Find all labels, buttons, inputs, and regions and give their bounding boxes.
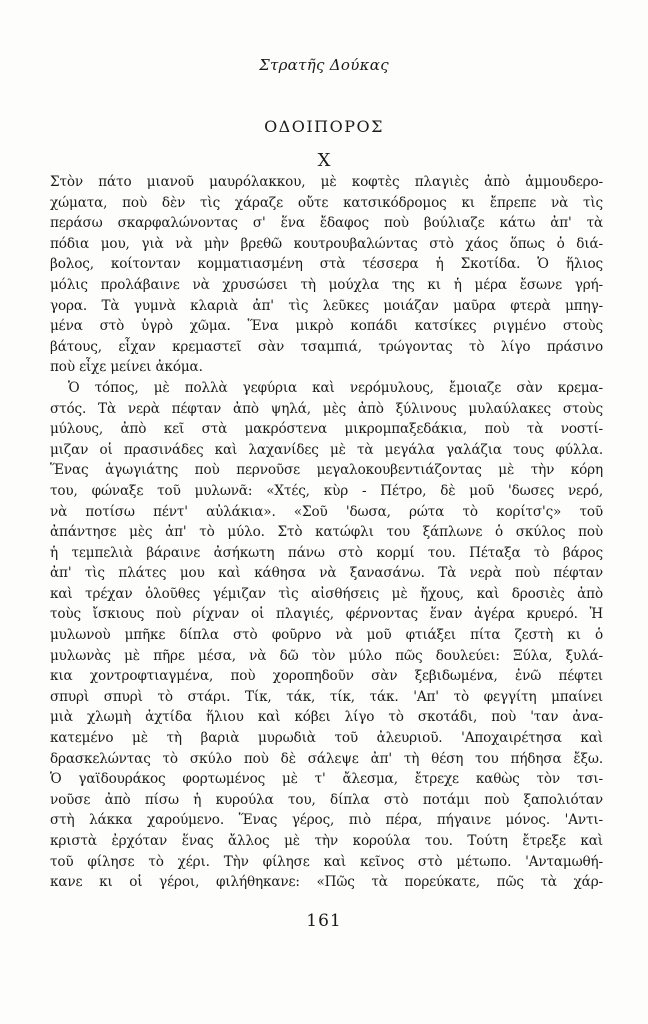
text-line: κατεμένο μὲ τὴ βαριὰ μυρωδιὰ τοῦ ἀλευριοῦ. 'Αποχαιρέτησα καὶ: [50, 730, 603, 747]
text-line: δρασκελώντας τὸ σκύλο ποὺ δὲ σάλεψε ἀπ' τὴ θέση του πήδησα ἔξω.: [50, 750, 603, 767]
text-line: μιὰ χλωμὴ ἀχτίδα ἥλιου καὶ κόβει λίγο τὸ σκοτάδι, ποὺ 'ταν ἀνα-: [50, 709, 603, 726]
text-line: μιζαν οἱ πρασινάδες καὶ λαχανίδες μὲ τὰ μεγάλα γαλάζια τους φύλλα.: [50, 441, 603, 458]
text-line: περάσω σκαρφαλώνοντας σ' ἕνα ἔδαφος ποὺ βούλιαζε κάτω ἀπ' τὰ: [50, 215, 603, 232]
running-head-author: Στρατῆς Δούκας: [259, 56, 389, 74]
text-line: στός. Τὰ νερὰ πέφταν ἀπὸ ψηλά, μὲς ἀπὸ ξύλινους μυλαύλακες στοὺς: [50, 400, 603, 417]
chapter-title: ΟΔΟΙΠΟΡΟΣ: [264, 117, 384, 136]
section-numeral: X: [317, 150, 331, 171]
page-number: 161: [306, 911, 342, 931]
text-line: κανε κι οἱ γέροι, φιλήθηκανε: «Πῶς τὰ πορεύκατε, πῶς τὰ χάρ-: [50, 874, 603, 891]
text-line: Ὁ γαϊδουράκος φορτωμένος μὲ τ' ἄλεσμα, ἔτρεχε καθὼς τὸν τσι-: [50, 771, 603, 788]
text-line: μυλωνοὺ μπῆκε δίπλα στὸ φοῦρνο νὰ μοῦ φτιάξει πίτα ζεστὴ κι ὁ: [50, 627, 603, 644]
text-line: νὰ ποτίσω πέντ' αὐλάκια». «Σοῦ 'δωσα, ρώτα τὸ κορίτσ'ς» τοῦ: [50, 503, 603, 520]
text-line: μόλις προλάβαινε νὰ χρυσώσει τὴ μούχλα της κι ἡ μέρα ἔσωνε γρή-: [50, 276, 603, 293]
text-line: μένα στὸ ὑγρὸ χῶμα. Ἕνα μικρὸ κοπάδι κατσίκες ριγμένο στοὺς: [50, 318, 603, 335]
text-line: στὴ λάκκα χαρούμενο. Ἕνας γέρος, πιὸ πέρα, πήγαινε μόνος. 'Αντι-: [50, 812, 603, 829]
text-line: μυλωνὰς μὲ πῆρε μέσα, νὰ δῶ τὸν μύλο πῶς δουλεύει: Ξύλα, ξυλά-: [50, 647, 603, 664]
text-line: νοῦσε ἀπὸ πίσω ἡ κυρούλα του, δίπλα στὸ ποτάμι ποὺ ξαπολιόταν: [50, 791, 603, 808]
text-line: γορα. Τὰ γυμνὰ κλαριὰ ἀπ' τὶς λεῦκες μοιάζαν μαῦρα φτερὰ μπηγ-: [50, 297, 603, 314]
text-line: μύλους, ἀπὸ κεῖ στὰ μακρόστενα μικρομπαξεδάκια, ποὺ τὰ νοστί-: [50, 421, 603, 438]
text-line: Ἕνας ἀγωγιάτης ποὺ περνοῦσε μεγαλοκουβεντιάζοντας μὲ τὴν κόρη: [50, 462, 603, 479]
body-text: [50, 172, 603, 893]
text-line: βολος, κοίτονταν κομματιασμένη στὰ τέσσερα ἡ Σκοτίδα. Ὁ ἥλιος: [50, 256, 603, 273]
text-line: σπυρὶ σπυρὶ τὸ στάρι. Τίκ, τάκ, τίκ, τάκ. 'Απ' τὸ φεγγίτη μπαίνει: [50, 688, 603, 705]
text-line: ἀπάντησε μὲς ἀπ' τὸ μύλο. Στὸ κατώφλι του ξάπλωνε ὁ σκύλος ποὺ: [50, 524, 603, 541]
text-line: ἡ τεμπελιὰ βάραινε ἀσήκωτη πάνω στὸ κορμί του. Πέταξα τὸ βάρος: [50, 544, 603, 561]
text-line: κια χοντροφτιαγμένα, ποὺ χοροπηδοῦν σὰν ξεβιδωμένα, ἐνῶ πέφτει: [50, 668, 603, 685]
text-line: πόδια μου, γιὰ νὰ μὴν βρεθῶ κουτρουβαλώντας στὸ χάος ὅπως ὁ διά-: [50, 235, 603, 252]
text-line: ἀπ' τὶς πλάτες μου καὶ κάθησα νὰ ξανασάνω. Τὰ νερὰ ποὺ πέφταν: [50, 565, 603, 582]
text-line: τοὺς ἴσκιους ποὺ ρίχναν οἱ πλαγιές, φέρνοντας ἕναν ἀγέρα κρυερό. Ἡ: [50, 606, 603, 623]
text-line: κριστὰ ἐρχόταν ἕνας ἄλλος μὲ τὴν κορούλα του. Τούτη ἔτρεξε καὶ: [50, 833, 603, 849]
text-line: Στὸν πάτο μιανοῦ μαυρόλακκου, μὲ κοφτὲς πλαγιὲς ἀπὸ ἀμμουδερο-: [50, 174, 603, 190]
text-line: καὶ τρέχαν ὁλοῦθες γέμιζαν τὶς αἰσθήσεις μὲ ἤχους, καὶ δροσιὲς ἀπὸ: [50, 585, 603, 602]
text-line: ποὺ εἶχε μείνει ἀκόμα.: [50, 359, 203, 376]
text-line: τοῦ φίλησε τὸ χέρι. Τὴν φίλησε καὶ κεῖνος στὸ μέτωπο. 'Ανταμωθή-: [50, 853, 603, 870]
text-line: του, φώναξε τοῦ μυλωνᾶ: «Χτές, κὺρ - Πέτρο, δὲ μοῦ 'δωσες νερό,: [50, 482, 603, 499]
text-line: βάτους, εἶχαν κρεμαστεῖ σὰν τσαμπιά, τρώγοντας τὸ λίγο πράσινο: [50, 338, 603, 355]
text-line: χώματα, ποὺ δὲν τὶς χάραζε οὔτε κατσικόδρομος κι ἔπρεπε νὰ τὶς: [50, 194, 603, 211]
text-line: Ὁ τόπος, μὲ πολλὰ γεφύρια καὶ νερόμυλους, ἔμοιαζε σὰν κρεμα-: [68, 379, 603, 396]
